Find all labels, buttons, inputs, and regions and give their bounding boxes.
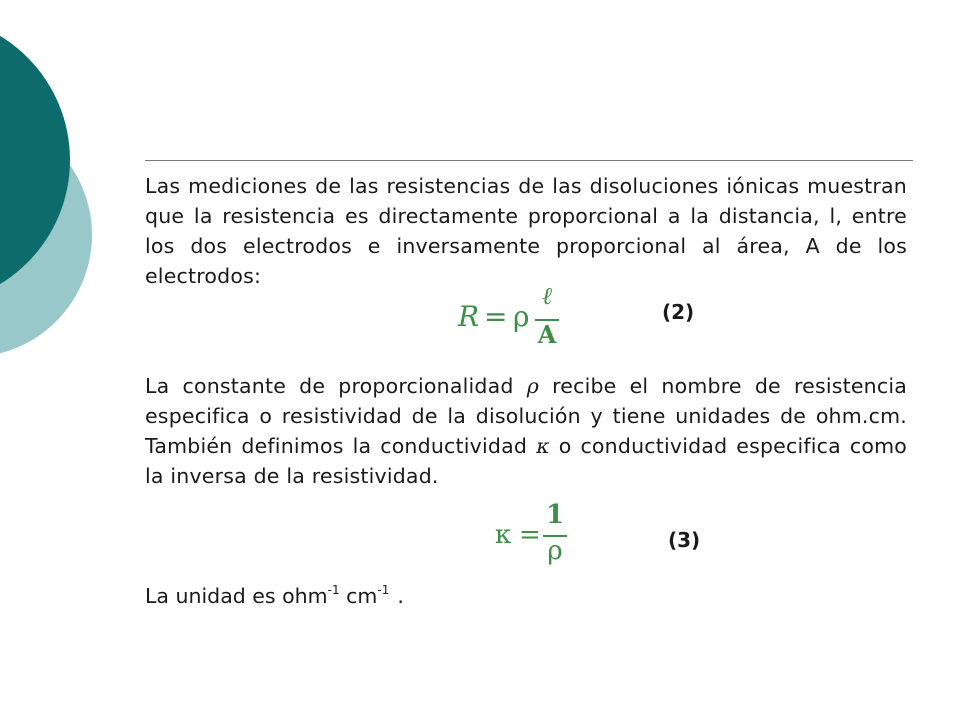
paragraph2-part3: o conductividad especifica como la inversa de la resistividad. [145, 434, 908, 488]
rho-symbol: ρ [526, 374, 539, 398]
unit-mid: cm [346, 584, 378, 608]
title-divider [145, 160, 913, 161]
equation-2-label: (2) [662, 300, 695, 324]
equation-3-formula [495, 500, 575, 572]
eq2-rho: ρ [513, 300, 530, 333]
kappa-symbol: κ [536, 434, 550, 458]
paragraph2-part1: La constante de proporcionalidad [145, 374, 514, 398]
unit-exponent-2: -1 [377, 583, 390, 597]
eq2-numerator: ℓ [542, 282, 552, 310]
paragraph2-part2: recibe el nombre de resistencia especifica o resistividad de la disolución y tiene unidades de ohm.cm. También definimos la conductividad [145, 374, 908, 458]
unit-exponent-1: -1 [327, 583, 340, 597]
eq2-denominator: A [537, 320, 557, 349]
eq2-equals: = [484, 300, 508, 333]
unit-suffix: . [397, 584, 404, 608]
unit-prefix: La unidad es ohm [145, 584, 328, 608]
equation-3-label: (3) [668, 528, 701, 552]
paragraph-resistivity [145, 371, 907, 491]
eq3-numerator: 1 [545, 500, 565, 530]
eq2-lhs: R [458, 300, 480, 333]
unit-line [145, 575, 404, 611]
eq3-denominator: ρ [547, 536, 563, 566]
eq3-equals: = [519, 520, 541, 550]
eq3-lhs: κ [495, 520, 512, 550]
decorative-circles [0, 0, 120, 400]
equation-2-formula [458, 282, 598, 352]
paragraph-resistance: Las mediciones de las resistencias de las disoluciones iónicas muestran que la resistencia es directamente proporcional a la distancia, l, entre los dos electrodos e inversamente proporcional al área, A de los electrodos: [145, 174, 907, 288]
